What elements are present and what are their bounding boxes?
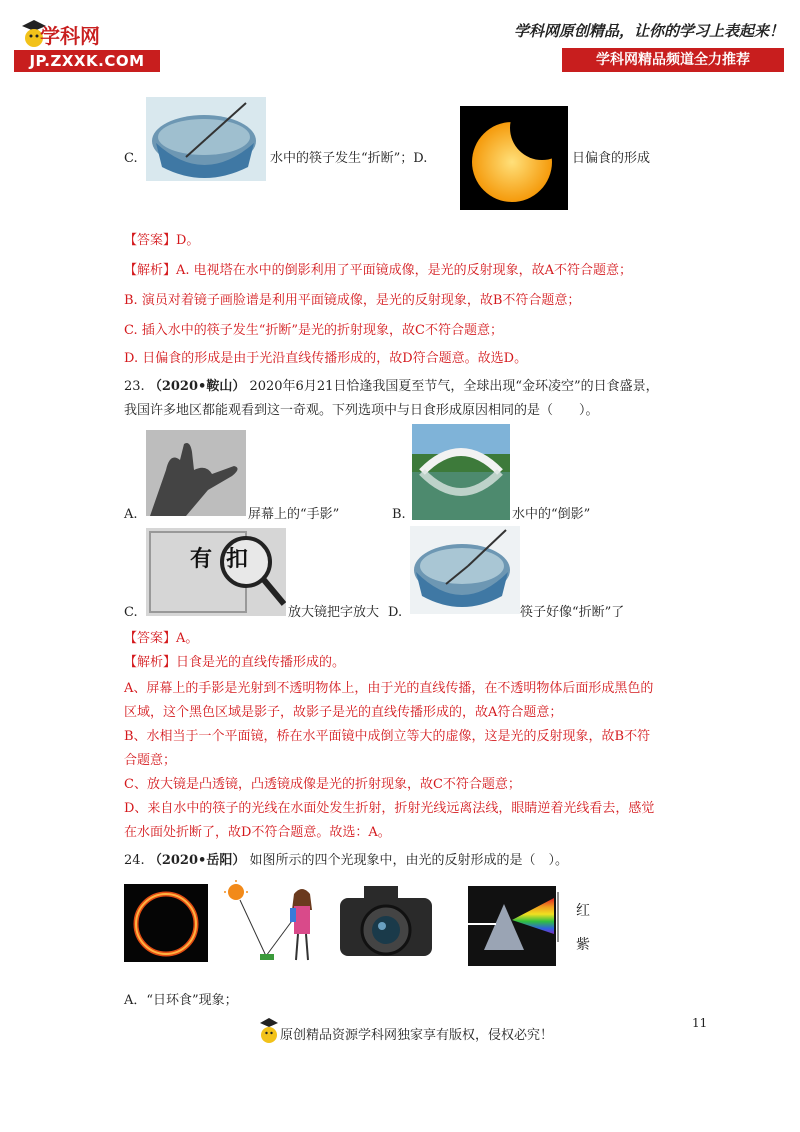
answer-23: 【答案】A。 bbox=[124, 631, 199, 646]
prism-label-red: 红 bbox=[576, 903, 590, 919]
explain-22-line-1: 【解析】A. 电视塔在水中的倒影利用了平面镜成像，是光的反射现象，故A不符合题意； bbox=[124, 263, 633, 278]
explain-23-line-7: 在水面处折断了，故D不符合题意。故选：A。 bbox=[124, 825, 391, 840]
option-a-24: A．“日环食”现象； bbox=[124, 993, 238, 1008]
mirror-reflection-figure bbox=[220, 880, 326, 966]
caption-d: 日偏食的形成 bbox=[572, 151, 651, 166]
explain-22-line-3: C. 插入水中的筷子发生“折断”是光的折射现象，故C不符合题意； bbox=[124, 323, 503, 338]
question-number: 23. bbox=[124, 379, 145, 394]
partial-eclipse-image bbox=[460, 106, 568, 210]
option-a-label: A. bbox=[124, 507, 138, 522]
explain-23-line-4: 合题意； bbox=[124, 753, 177, 768]
page-number: 11 bbox=[692, 1016, 708, 1030]
bridge-reflection-image bbox=[412, 424, 510, 520]
magnifier-image bbox=[146, 528, 286, 616]
question-stem: 如图所示的四个光现象中，由光的反射形成的是（ ）。 bbox=[249, 853, 568, 868]
question-source: （2020•岳阳） bbox=[148, 853, 246, 868]
explain-23-line-6: D、来自水中的筷子的光线在水面处发生折射，折射光线远离法线，眼睛逆着光线看去，感觉 bbox=[124, 801, 655, 816]
explain-first: 日食是光的直线传播形成的。 bbox=[176, 655, 346, 670]
caption-b: 水中的“倒影” bbox=[512, 507, 591, 522]
question-stem-line-1: 2020年6月21日恰逢我国夏至节气，全球出现“金环凌空”的日食盛景， bbox=[249, 379, 659, 394]
explain-22-line-2: B. 演员对着镜子画脸谱是利用平面镜成像，是光的反射现象，故B不符合题意； bbox=[124, 293, 581, 308]
annular-eclipse-image bbox=[124, 884, 208, 962]
option-c-label-23: C. bbox=[124, 605, 138, 620]
answer-22: 【答案】D。 bbox=[124, 233, 200, 248]
question-source: （2020•鞍山） bbox=[148, 379, 246, 394]
hand-shadow-image bbox=[146, 430, 246, 516]
question-23-stem bbox=[124, 378, 659, 396]
explain-22-line-4: D. 日偏食的形成是由于光沿直线传播形成的，故D符合题意。故选D。 bbox=[124, 351, 528, 366]
explain-23-line-2: 区域，这个黑色区域是影子，故影子是光的直线传播形成的，故A符合题意； bbox=[124, 705, 563, 720]
question-23-stem-line-2: 我国许多地区都能观看到这一奇观。下列选项中与日食形成原因相同的是（ ）。 bbox=[124, 403, 599, 418]
explain-23-head bbox=[124, 654, 345, 672]
question-24-stem bbox=[124, 852, 568, 870]
explain-23-line-1: A、屏幕上的手影是光射到不透明物体上，由于光的直线传播，在不透明物体后面形成黑色的 bbox=[124, 681, 654, 696]
caption-a: 屏幕上的“手影” bbox=[248, 507, 340, 522]
option-c-label: C. bbox=[124, 151, 138, 166]
header-banner[interactable]: 学科网精品频道全力推荐 bbox=[562, 48, 784, 72]
explain-23-line-5: C、放大镜是凸透镜，凸透镜成像是光的折射现象，故C不符合题意； bbox=[124, 777, 521, 792]
caption-c-23: 放大镜把字放大 bbox=[288, 605, 380, 620]
logo-name: 学科网 bbox=[40, 24, 100, 48]
question-number: 24. bbox=[124, 853, 145, 868]
prism-dispersion-image bbox=[468, 886, 572, 966]
explain-label: 【解析】 bbox=[124, 655, 177, 670]
option-b-label: B. bbox=[392, 507, 406, 522]
magnified-characters: 有扣 bbox=[190, 546, 263, 572]
option-d-label: D. bbox=[388, 605, 403, 620]
chopsticks-water-image bbox=[410, 526, 520, 614]
logo-url[interactable]: JP.ZXXK.COM bbox=[14, 50, 160, 72]
camera-image bbox=[334, 874, 438, 970]
graduate-mascot-icon bbox=[258, 1016, 280, 1046]
explain-23-line-3: B、水相当于一个平面镜，桥在水平面镜中成倒立等大的虚像，这是光的反射现象，故B不符 bbox=[124, 729, 651, 744]
copyright-notice: 原创精品资源学科网独家享有版权，侵权必究！ bbox=[280, 1028, 554, 1043]
chopsticks-bowl-image bbox=[146, 97, 266, 181]
caption-d-23: 筷子好像“折断”了 bbox=[520, 605, 625, 620]
header-slogan: 学科网原创精品，让你的学习上表起来！ bbox=[513, 22, 784, 40]
caption-c: 水中的筷子发生“折断”；D. bbox=[270, 151, 428, 166]
prism-label-violet: 紫 bbox=[576, 937, 590, 953]
